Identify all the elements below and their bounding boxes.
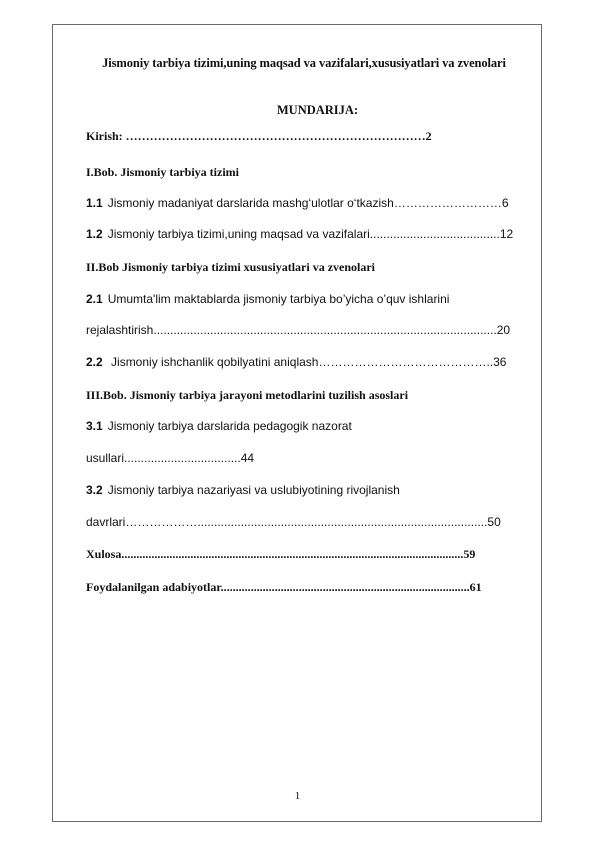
toc-item-2-2 — [86, 355, 550, 370]
toc-item-2-1-continued: rejalashtirish.......................................................................................................20 — [86, 323, 511, 337]
toc-item-text: Jismoniy madaniyat darslarida mashg‘ulotlar o‘tkazish………………………6 — [107, 196, 509, 210]
toc-item-number: 1.1 — [86, 196, 103, 210]
toc-references: Foydalanilgan adabiyotlar...................................................................................61 — [86, 580, 482, 594]
toc-chapter-3: III.Bob. Jismoniy tarbiya jarayoni metodlarini tuzilish asoslari — [86, 388, 409, 402]
contents-heading: MUNDARIJA: — [276, 103, 359, 117]
toc-item-3-2 — [86, 483, 550, 498]
toc-item-text: Jismoniy ishchanlik qobilyatini aniqlash……………………………………..36 — [107, 355, 507, 369]
toc-item-2-1 — [86, 292, 550, 307]
toc-chapter-1: I.Bob. Jismoniy tarbiya tizimi — [86, 165, 240, 179]
toc-item-1-1 — [86, 196, 550, 211]
toc-item-number: 3.2 — [86, 483, 103, 497]
toc-item-number: 2.2 — [86, 355, 103, 369]
toc-chapter-2: II.Bob Jismoniy tarbiya tizimi xususiyatlari va zvenolari — [86, 260, 376, 274]
page-number: 1 — [294, 790, 301, 802]
toc-item-text: Umumta'lim maktablarda jismoniy tarbiya bo’yicha o’quv ishlarini — [107, 292, 450, 306]
toc-item-1-2 — [86, 227, 550, 242]
toc-item-text: Jismoniy tarbiya nazariyasi va uslubiyotining rivojlanish — [107, 483, 400, 497]
toc-intro: Kirish: …………………………………………………………………2 — [86, 129, 432, 143]
document-title: Jismoniy tarbiya tizimi,uning maqsad va vazifalari,xususiyatlari va zvenolari — [102, 56, 506, 70]
toc-item-3-2-continued: davrlari……………….......................................................................................50 — [86, 515, 501, 529]
toc-item-3-1 — [86, 419, 550, 434]
toc-item-number: 2.1 — [86, 292, 103, 306]
toc-item-number: 3.1 — [86, 419, 103, 433]
toc-item-text: Jismoniy tarbiya tizimi,uning maqsad va vazifalari.......................................12 — [107, 227, 514, 241]
toc-item-number: 1.2 — [86, 227, 103, 241]
toc-item-3-1-continued: usullari...................................44 — [86, 451, 255, 465]
toc-item-text: Jismoniy tarbiya darslarida pedagogik nazorat — [107, 419, 352, 433]
toc-conclusion: Xulosa..................................................................................................................59 — [86, 547, 476, 561]
